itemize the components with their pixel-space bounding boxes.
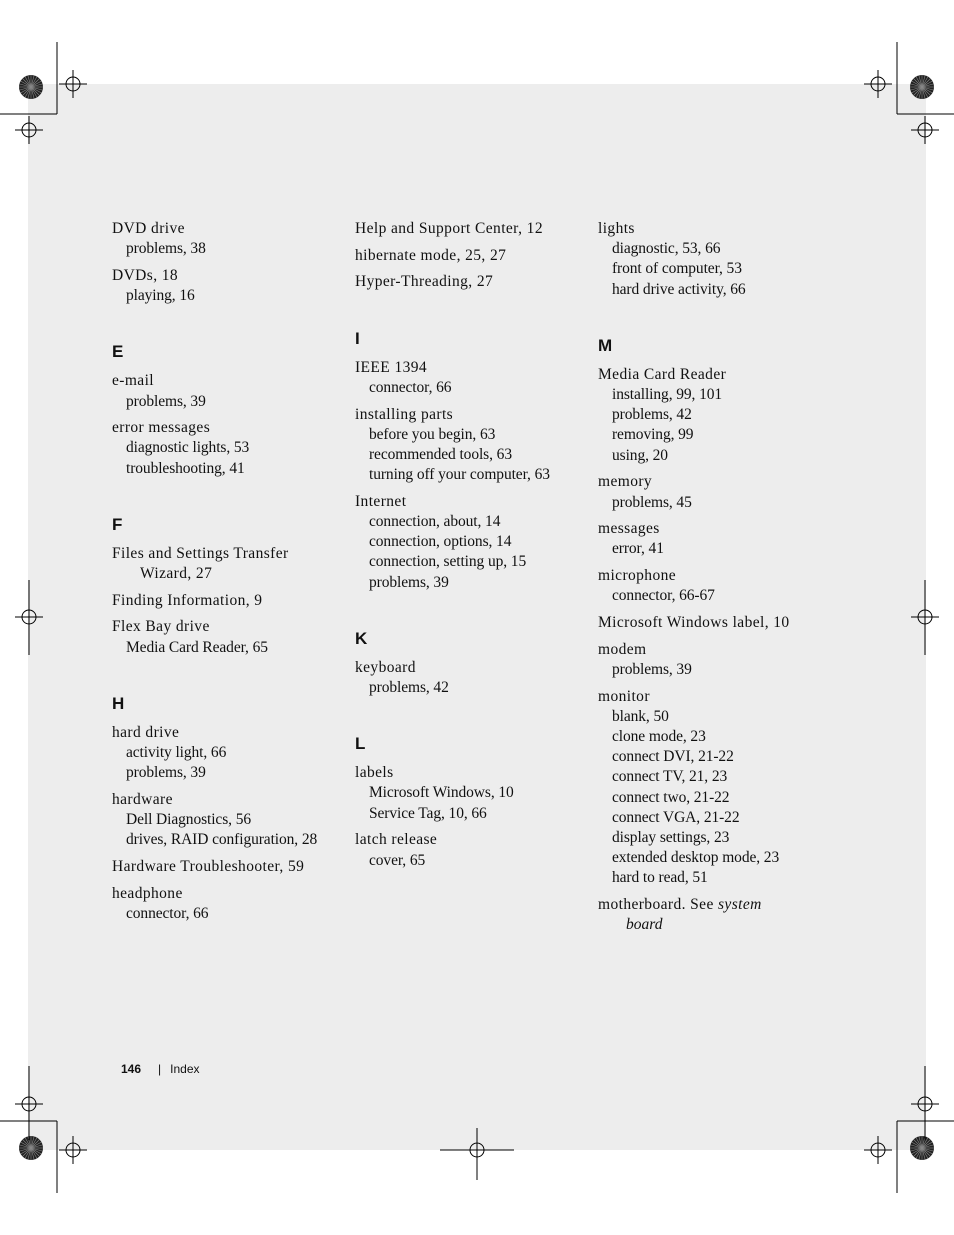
index-subentry: installing, 99, 101 bbox=[612, 386, 723, 404]
index-entry bbox=[112, 418, 342, 479]
index-entry-term-text: Microsoft Windows label, 10 bbox=[598, 614, 790, 632]
index-subentry: diagnostic, 53, 66 bbox=[612, 240, 721, 258]
index-entry-term-text: Files and Settings Transfer bbox=[112, 544, 289, 562]
index-entry bbox=[598, 640, 828, 680]
index-entry-term-text: hard drive bbox=[112, 723, 180, 741]
index-subentry: hard to read, 51 bbox=[612, 869, 708, 887]
index-entry-term bbox=[112, 591, 342, 611]
index-entry bbox=[112, 723, 342, 784]
index-entry-term bbox=[355, 246, 585, 266]
footer-separator: | bbox=[158, 1062, 162, 1076]
index-entry bbox=[355, 492, 585, 593]
page-footer bbox=[121, 1062, 200, 1076]
index-entry-term-text: hibernate mode, 25, 27 bbox=[355, 246, 507, 264]
index-subentry: connect two, 21-22 bbox=[612, 788, 730, 806]
index-entry-term-text: Media Card Reader bbox=[598, 365, 727, 383]
index-entry bbox=[355, 405, 585, 486]
index-entry bbox=[355, 658, 585, 698]
index-entry bbox=[598, 519, 828, 559]
index-subentry: troubleshooting, 41 bbox=[126, 459, 245, 477]
index-entry-term bbox=[355, 830, 585, 850]
index-subentry: Service Tag, 10, 66 bbox=[369, 804, 487, 822]
index-subentry: turning off your computer, 63 bbox=[369, 466, 550, 484]
index-entry-continuation bbox=[598, 915, 828, 935]
index-subentry: Media Card Reader, 65 bbox=[126, 638, 268, 656]
index-entry-term-text: modem bbox=[598, 640, 647, 658]
index-entry-term bbox=[355, 405, 585, 425]
index-entry-term bbox=[112, 790, 342, 810]
index-entry-term-text: Help and Support Center, 12 bbox=[355, 220, 543, 237]
index-entry-term-text: lights bbox=[598, 220, 635, 237]
index-entry bbox=[112, 219, 342, 259]
index-entry bbox=[112, 884, 342, 924]
index-letter-heading: F bbox=[112, 514, 123, 534]
index-subentry: problems, 39 bbox=[126, 764, 206, 782]
index-subentry: error, 41 bbox=[612, 540, 664, 558]
index-letter-heading: E bbox=[112, 342, 124, 362]
index-entry-term-text: labels bbox=[355, 764, 394, 782]
index-column-3 bbox=[598, 219, 828, 942]
index-entry-term bbox=[598, 519, 828, 539]
index-subentry: problems, 39 bbox=[126, 392, 206, 410]
index-letter-heading: M bbox=[598, 335, 613, 355]
index-entry-term bbox=[112, 723, 342, 743]
index-entry bbox=[598, 472, 828, 512]
index-entry bbox=[112, 591, 342, 611]
index-entry bbox=[598, 365, 828, 466]
index-subentry: connector, 66 bbox=[126, 904, 209, 922]
index-entry bbox=[355, 830, 585, 870]
index-subentry: problems, 42 bbox=[369, 679, 449, 697]
index-entry-term bbox=[598, 365, 828, 385]
index-entry-term-text: memory bbox=[598, 473, 653, 491]
index-entry-term-text: monitor bbox=[598, 687, 650, 705]
index-entry-term bbox=[112, 266, 342, 286]
page-number: 146 bbox=[121, 1062, 142, 1076]
index-subentry: activity light, 66 bbox=[126, 744, 227, 762]
index-entry bbox=[112, 371, 342, 411]
index-subentry: recommended tools, 63 bbox=[369, 445, 512, 463]
index-see-reference-continuation: board bbox=[626, 916, 663, 934]
index-subentry: blank, 50 bbox=[612, 707, 669, 725]
index-entry-continuation: Wizard, 27 bbox=[140, 565, 213, 583]
index-subentry: cover, 65 bbox=[369, 851, 426, 869]
index-subentry: connector, 66 bbox=[369, 378, 452, 396]
index-subentry: problems, 39 bbox=[612, 660, 692, 678]
index-entry-term-text: microphone bbox=[598, 567, 677, 585]
index-entry-term-text: e-mail bbox=[112, 372, 154, 390]
index-entry bbox=[355, 272, 585, 292]
index-subentry: connect DVI, 21-22 bbox=[612, 748, 734, 766]
index-entry bbox=[112, 266, 342, 306]
index-subentry: connect VGA, 21-22 bbox=[612, 808, 740, 826]
index-subentry: before you begin, 63 bbox=[369, 425, 496, 443]
index-entry-term bbox=[598, 566, 828, 586]
index-subentry: hard drive activity, 66 bbox=[612, 280, 746, 298]
index-entry-term-text: Hyper-Threading, 27 bbox=[355, 273, 494, 291]
index-entry-term-text: motherboard. See bbox=[598, 896, 718, 914]
index-subentry: connect TV, 21, 23 bbox=[612, 768, 728, 786]
index-subentry: using, 20 bbox=[612, 446, 668, 464]
index-subentry: connection, options, 14 bbox=[369, 533, 512, 551]
index-entry-term-text: headphone bbox=[112, 884, 183, 902]
index-entry-term bbox=[355, 272, 585, 292]
index-subentry: extended desktop mode, 23 bbox=[612, 849, 780, 867]
index-entry-term-text: Flex Bay drive bbox=[112, 618, 210, 636]
index-column-1 bbox=[112, 219, 342, 931]
index-subentry: front of computer, 53 bbox=[612, 260, 742, 278]
index-entry-term bbox=[355, 358, 585, 378]
index-subentry: Microsoft Windows, 10 bbox=[369, 784, 514, 802]
index-entry bbox=[112, 544, 342, 584]
index-entry-term bbox=[355, 492, 585, 512]
index-entry-term-text: Hardware Troubleshooter, 59 bbox=[112, 858, 305, 876]
index-entry-term bbox=[112, 418, 342, 438]
index-letter-heading: K bbox=[355, 628, 368, 648]
index-entry-term-text: hardware bbox=[112, 790, 173, 808]
index-entry-term bbox=[112, 857, 342, 877]
index-subentry: problems, 42 bbox=[612, 406, 692, 424]
index-subentry: problems, 38 bbox=[126, 240, 206, 258]
footer-section: Index bbox=[170, 1062, 200, 1076]
index-entry bbox=[112, 617, 342, 657]
index-subentry: removing, 99 bbox=[612, 426, 694, 444]
index-entry bbox=[355, 246, 585, 266]
index-entry-term bbox=[355, 219, 585, 239]
index-entry bbox=[112, 790, 342, 851]
index-entry-term-text: DVDs, 18 bbox=[112, 266, 179, 284]
index-entry-term bbox=[598, 613, 828, 633]
index-letter-heading: I bbox=[355, 328, 360, 348]
index-entry bbox=[598, 219, 828, 300]
index-subentry: drives, RAID configuration, 28 bbox=[126, 831, 318, 849]
index-entry-term-text: DVD drive bbox=[112, 220, 185, 237]
index-entry bbox=[598, 895, 828, 935]
index-subentry: clone mode, 23 bbox=[612, 728, 706, 746]
index-subentry: Dell Diagnostics, 56 bbox=[126, 811, 251, 829]
index-entry-term-text: Finding Information, 9 bbox=[112, 591, 263, 609]
index-entry-term bbox=[355, 658, 585, 678]
index-entry-term bbox=[112, 617, 342, 637]
index-entry bbox=[355, 358, 585, 398]
index-entry-term bbox=[598, 687, 828, 707]
index-see-reference: system bbox=[718, 896, 762, 914]
index-entry bbox=[598, 566, 828, 606]
index-entry-term bbox=[112, 544, 342, 564]
index-entry-term bbox=[112, 371, 342, 391]
index-entry-term bbox=[598, 895, 828, 915]
index-entry-term-text: messages bbox=[598, 520, 660, 538]
index-subentry: connection, setting up, 15 bbox=[369, 553, 527, 571]
index-entry-term-text: keyboard bbox=[355, 658, 416, 676]
index-letter-heading: L bbox=[355, 734, 366, 754]
index-subentry: playing, 16 bbox=[126, 287, 195, 305]
index-entry-term-text: installing parts bbox=[355, 405, 454, 423]
index-entry bbox=[598, 613, 828, 633]
index-entry-term-text: Internet bbox=[355, 492, 407, 510]
index-entry-term bbox=[598, 472, 828, 492]
index-entry bbox=[112, 857, 342, 877]
index-entry-term bbox=[112, 219, 342, 239]
index-letter-heading: H bbox=[112, 693, 125, 713]
index-subentry: connector, 66-67 bbox=[612, 587, 715, 605]
index-subentry: display settings, 23 bbox=[612, 829, 730, 847]
index-entry bbox=[355, 219, 585, 239]
index-entry-term bbox=[598, 640, 828, 660]
index-entry-term-text: IEEE 1394 bbox=[355, 358, 428, 376]
index-entry bbox=[355, 763, 585, 824]
index-subentry: diagnostic lights, 53 bbox=[126, 439, 250, 457]
index-entry-term bbox=[355, 763, 585, 783]
index-column-2 bbox=[355, 219, 585, 877]
index-entry-term-text: error messages bbox=[112, 419, 211, 437]
index-subentry: problems, 45 bbox=[612, 493, 692, 511]
index-entry-term bbox=[598, 219, 828, 239]
index-entry bbox=[598, 687, 828, 889]
index-entry-term-text: latch release bbox=[355, 831, 438, 849]
index-subentry: problems, 39 bbox=[369, 573, 449, 591]
index-entry-term bbox=[112, 884, 342, 904]
index-subentry: connection, about, 14 bbox=[369, 513, 501, 531]
